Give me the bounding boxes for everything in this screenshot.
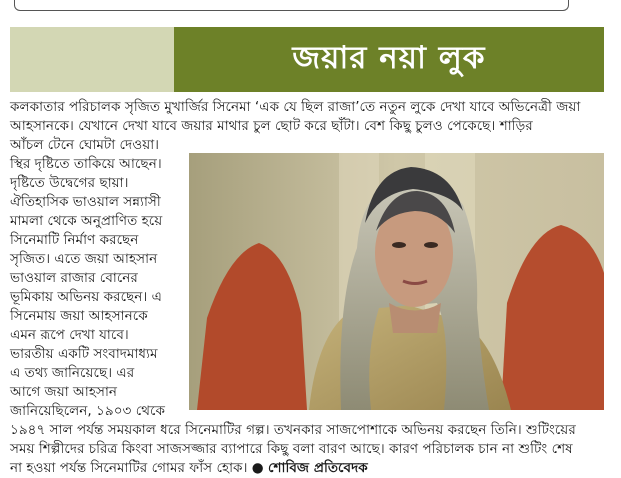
banner-accent-block (10, 27, 174, 92)
article-line-16: আগে জয়া আহসান (10, 384, 118, 400)
article-line-12: সিনেমায় জয়া আহসানকে (10, 308, 148, 324)
article-line-13: এমন রূপে দেখা যাবে। (10, 327, 129, 343)
banner-title-block (174, 27, 604, 92)
article-line-20 (10, 459, 368, 478)
article-line-2: আহসানকে। যেখানে দেখা যাবে জয়ার মাথার চুল ছোট করে ছাঁটা। বেশ কিছু চুলও পেকেছে। শাড়ির (10, 118, 533, 134)
article-line-1: কলকাতার পরিচালক সৃজিত মুখার্জির সিনেমা ‘এক যে ছিল রাজা’তে নতুন লুকে দেখা যাবে অভিনেত্রী জয়া (10, 99, 581, 115)
article-line-10: ভাওয়াল রাজার বোনের (10, 270, 138, 286)
byline: শোবিজ প্রতিবেদক (267, 460, 368, 476)
article-line-5: দৃষ্টিতে উদ্বেগের ছায়া। (10, 175, 129, 191)
article-line-17: জানিয়েছিলেন, ১৯০৩ থেকে (10, 403, 165, 419)
article-line-6: ঐতিহাসিক ভাওয়াল সন্ন্যাসী (10, 194, 161, 210)
article-last-sentence: না হওয়া পর্যন্ত সিনেমাটির গোমর ফাঁস হোক। (10, 460, 248, 476)
article-line-9: সৃজিত। এতে জয়া আহসান (10, 251, 158, 267)
article-line-15: এ তথ্য জানিয়েছে। এর (10, 365, 135, 381)
article-line-8: সিনেমাটি নির্মাণ করছেন (10, 232, 139, 248)
article-line-7: মামলা থেকে অনুপ্রাণিত হয়ে (10, 213, 163, 229)
article-line-19: সময় শিল্পীদের চরিত্র কিংবা সাজসজ্জার ব্যাপারে কিছু বলা বারণ আছে। কারণ পরিচালক চান না শুটিং শেষ (10, 441, 573, 457)
article-line-4: স্থির দৃষ্টিতে তাকিয়ে আছেন। (10, 156, 162, 172)
actress-photo-image (189, 153, 604, 410)
credit-bullet: ● (251, 460, 264, 476)
article-line-11: ভূমিকায় অভিনয় করছেন। এ (10, 289, 162, 305)
top-border-rule (14, 0, 569, 11)
headline: জয়ার নয়া লুক (292, 39, 486, 76)
article-line-3: আঁচল টেনে ঘোমটা দেওয়া। (10, 137, 160, 153)
article-line-18: ১৯৪৭ সাল পর্যন্ত সময়কাল ধরে সিনেমাটির গল্প। তখনকার সাজপোশাকে অভিনয় করছেন তিনি। শুটিংয়ের (10, 422, 576, 438)
article-line-14: ভারতীয় একটি সংবাদমাধ্যম (10, 346, 158, 362)
headline-banner (10, 27, 604, 92)
actress-photo (189, 153, 604, 410)
